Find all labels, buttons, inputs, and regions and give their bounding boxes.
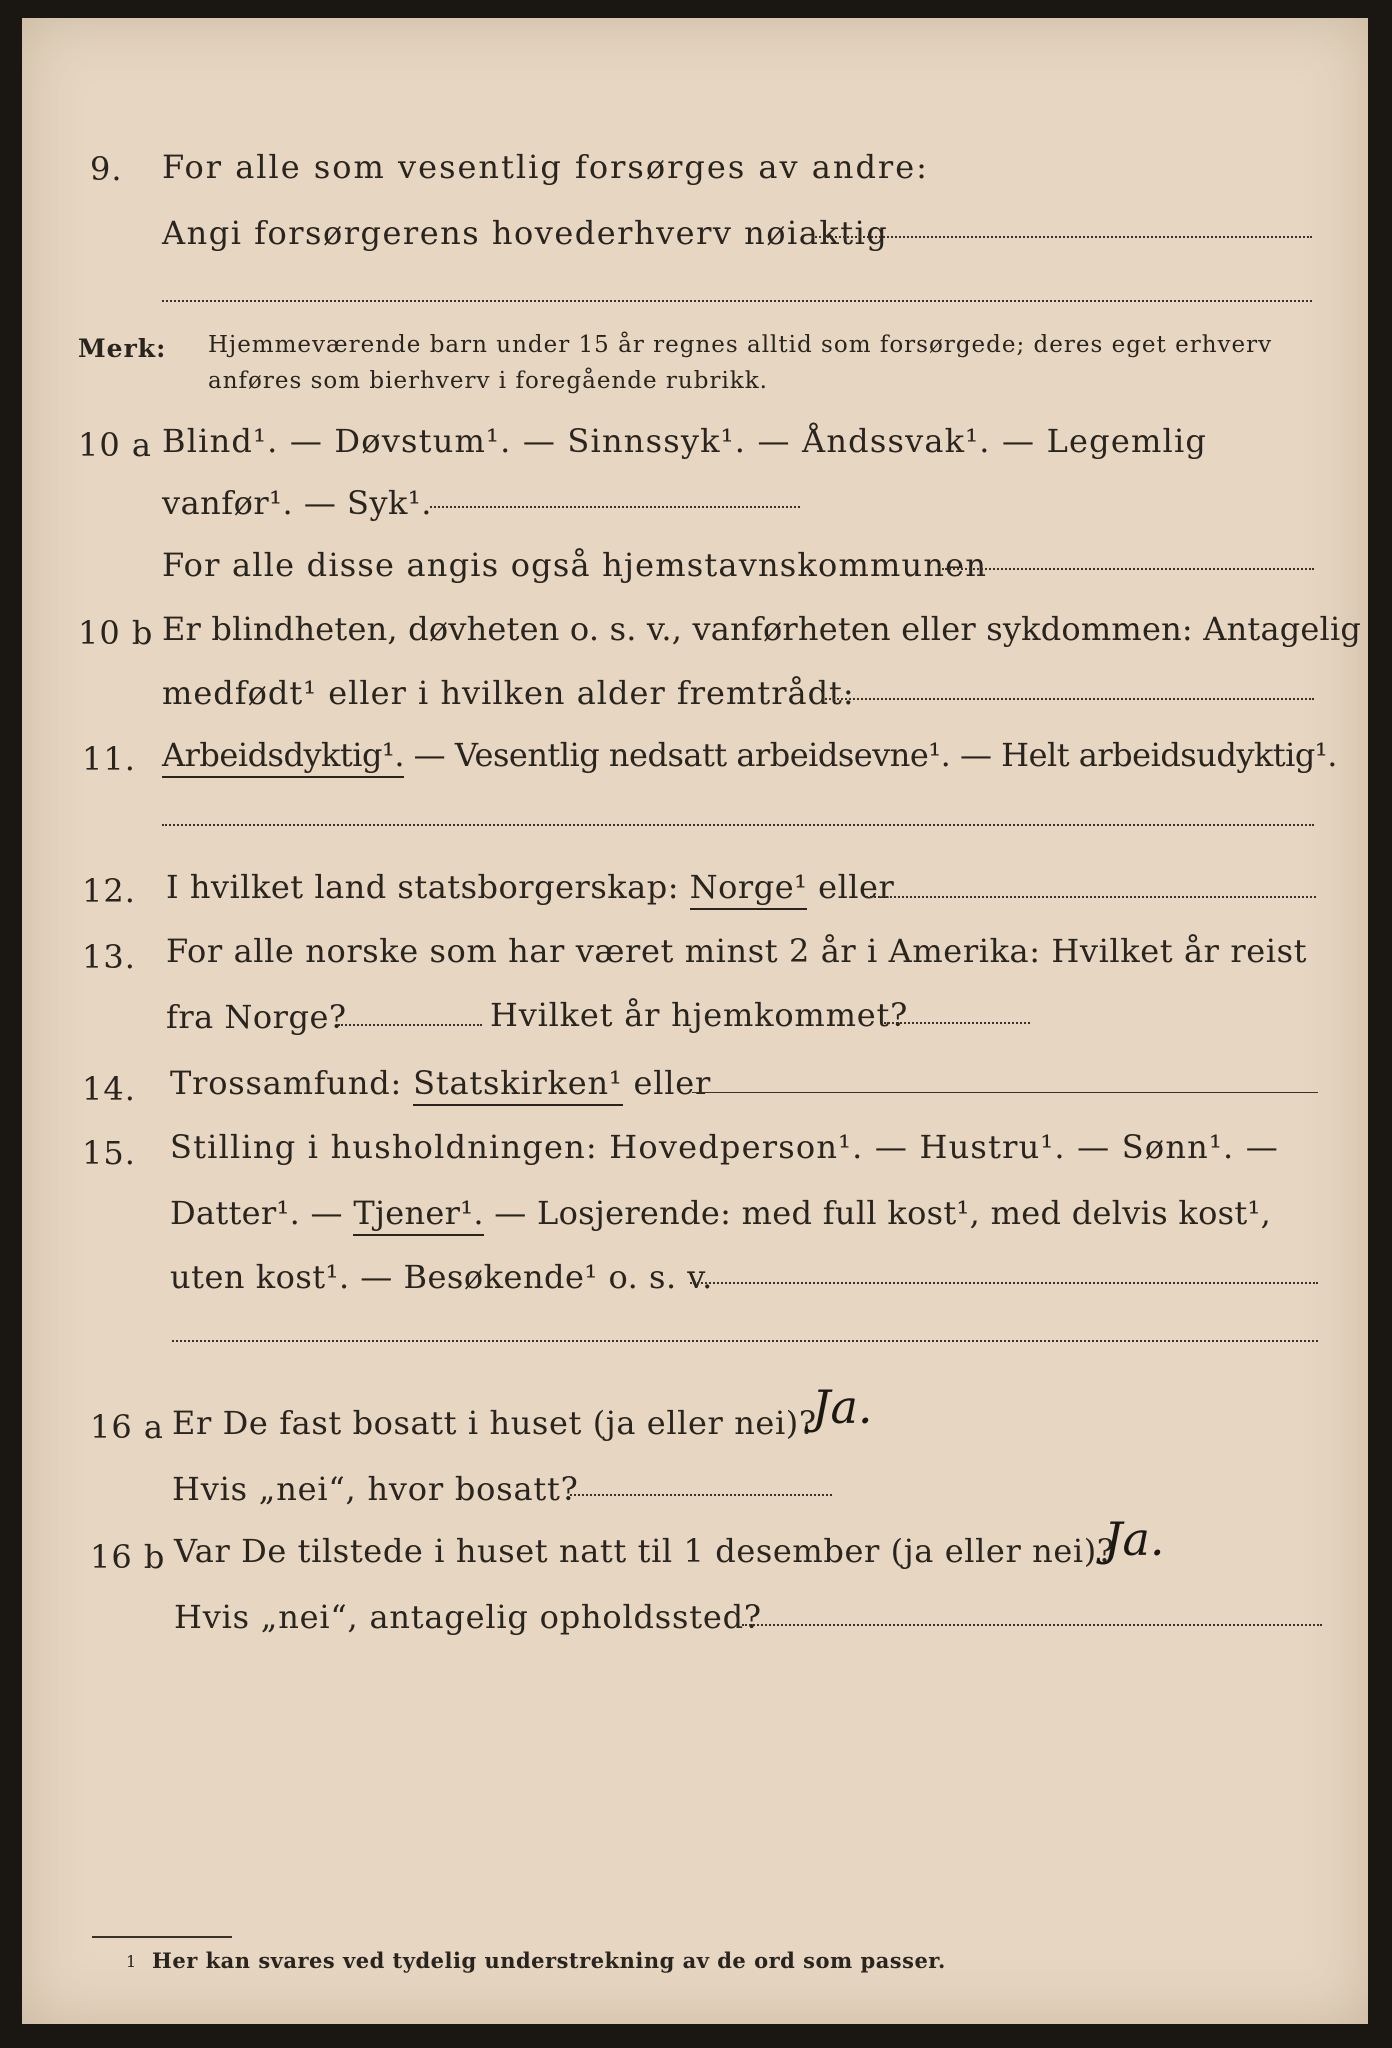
selected-option-able-to-work[interactable]: Arbeidsdyktig¹. bbox=[162, 736, 404, 778]
answer-line-11[interactable] bbox=[162, 824, 1314, 826]
answer-line-13-return-year[interactable] bbox=[884, 1022, 1030, 1024]
question-16b-line2: Hvis „nei“, antagelig opholdssted? bbox=[174, 1598, 762, 1636]
question-15-number: 15. bbox=[82, 1134, 136, 1172]
question-10a-line1: Blind¹. — Døvstum¹. — Sinnssyk¹. — Åndssvak¹. — Legemlig bbox=[162, 422, 1208, 460]
question-9-line1: For alle som vesentlig forsørges av andre: bbox=[162, 148, 929, 186]
answer-line-15b[interactable] bbox=[172, 1340, 1318, 1342]
question-14-number: 14. bbox=[82, 1070, 136, 1108]
answer-line-10a-municipality[interactable] bbox=[942, 568, 1314, 570]
question-9-number: 9. bbox=[90, 150, 123, 188]
question-16b-line1: Var De tilstede i huset natt til 1 desember (ja eller nei)? bbox=[174, 1532, 1115, 1570]
question-9-line2: Angi forsørgerens hovederhverv nøiaktig bbox=[162, 214, 889, 252]
question-15-line2b: — Losjerende: med full kost¹, med delvis kost¹, bbox=[483, 1194, 1272, 1232]
answer-line-10b[interactable] bbox=[822, 698, 1314, 700]
question-13-line2a: fra Norge? bbox=[166, 998, 347, 1036]
question-13-line1: For alle norske som har været minst 2 år i Amerika: Hvilket år reist bbox=[166, 932, 1308, 970]
question-14-tail: eller bbox=[622, 1064, 712, 1102]
question-15-line3: uten kost¹. — Besøkende¹ o. s. v. bbox=[170, 1258, 713, 1296]
question-10b-number: 10 b bbox=[78, 614, 154, 652]
question-16a-line2: Hvis „nei“, hvor bosatt? bbox=[172, 1470, 579, 1508]
selected-option-norway[interactable]: Norge¹ bbox=[690, 868, 808, 910]
question-12-label: I hvilket land statsborgerskap: bbox=[166, 868, 679, 906]
question-12-tail: eller bbox=[807, 868, 895, 906]
handwritten-answer-16a: Ja. bbox=[812, 1380, 873, 1434]
footnote-rule bbox=[92, 1936, 232, 1938]
selected-option-servant[interactable]: Tjener¹. bbox=[353, 1194, 483, 1236]
question-11-text bbox=[162, 736, 1337, 774]
answer-line-16b[interactable] bbox=[742, 1624, 1322, 1626]
question-11-rest: — Vesentlig nedsatt arbeidsevne¹. — Helt arbeidsudyktig¹. bbox=[404, 736, 1337, 774]
question-16b-number: 16 b bbox=[90, 1538, 166, 1576]
question-10b-line1: Er blindheten, døvheten o. s. v., vanførheten eller sykdommen: Antagelig bbox=[162, 610, 1362, 648]
question-13-number: 13. bbox=[82, 938, 136, 976]
answer-line-10a-illness[interactable] bbox=[430, 506, 800, 508]
question-16a-number: 16 a bbox=[90, 1408, 164, 1446]
question-14-label: Trossamfund: bbox=[170, 1064, 403, 1102]
note-label: Merk: bbox=[78, 334, 167, 363]
census-form-page bbox=[22, 18, 1368, 2024]
question-11-number: 11. bbox=[82, 740, 136, 778]
footnote-mark: 1 bbox=[126, 1952, 137, 1971]
answer-line-14[interactable] bbox=[692, 1092, 1318, 1093]
selected-option-state-church[interactable]: Statskirken¹ bbox=[413, 1064, 622, 1106]
handwritten-answer-16b: Ja. bbox=[1104, 1512, 1165, 1566]
question-10a-line2: vanfør¹. — Syk¹. bbox=[162, 484, 432, 522]
answer-line-12[interactable] bbox=[866, 896, 1316, 898]
question-12-text bbox=[166, 868, 894, 906]
question-10a-number: 10 a bbox=[78, 426, 152, 464]
answer-line-15a[interactable] bbox=[690, 1282, 1318, 1284]
question-10a-line3: For alle disse angis også hjemstavnskommunen bbox=[162, 546, 988, 584]
question-10b-line2: medfødt¹ eller i hvilken alder fremtrådt: bbox=[162, 674, 855, 712]
question-13-line2b: Hvilket år hjemkommet? bbox=[490, 996, 909, 1034]
note-line2: anføres som bierhverv i foregående rubrikk. bbox=[208, 368, 768, 394]
note-line1: Hjemmeværende barn under 15 år regnes alltid som forsørgede; deres eget erhverv bbox=[208, 332, 1273, 358]
question-16a-line1: Er De fast bosatt i huset (ja eller nei)? bbox=[172, 1404, 817, 1442]
answer-line-16a[interactable] bbox=[570, 1494, 832, 1496]
answer-line-13-left-year[interactable] bbox=[338, 1024, 482, 1026]
question-15-line2a: Datter¹. — bbox=[170, 1194, 354, 1232]
question-15-line2 bbox=[170, 1194, 1271, 1232]
footnote-text: Her kan svares ved tydelig understrekning av de ord som passer. bbox=[152, 1948, 946, 1973]
answer-line-9b[interactable] bbox=[162, 300, 1312, 302]
answer-line-9a[interactable] bbox=[812, 236, 1312, 238]
question-12-number: 12. bbox=[82, 872, 136, 910]
question-15-line1: Stilling i husholdningen: Hovedperson¹. — Hustru¹. — Sønn¹. — bbox=[170, 1128, 1279, 1166]
question-14-text bbox=[170, 1064, 711, 1102]
